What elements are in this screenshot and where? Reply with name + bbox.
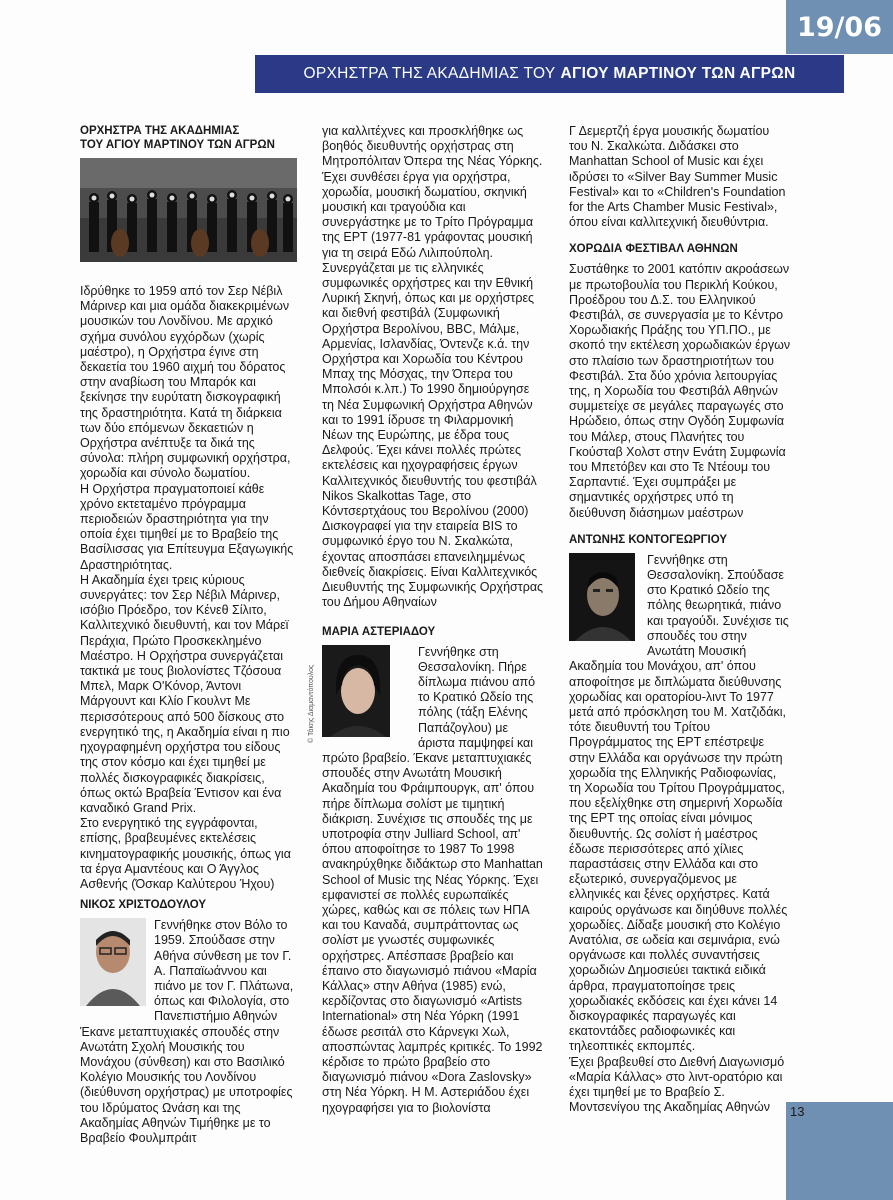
kontogeorgiou-heading: ΑΝΤΩΝΗΣ ΚΟΝΤΟΓΕΩΡΓΙΟΥ [569,533,728,546]
orchestra-photo [80,158,297,262]
christodoulou-heading: ΝΙΚΟΣ ΧΡΙΣΤΟΔΟΥΛΟΥ [80,899,207,912]
christodoulou-portrait [80,918,146,1006]
orchestra-heading-line1: ΟΡΧΗΣΤΡΑ ΤΗΣ ΑΚΑΔΗΜΙΑΣ [80,125,240,137]
kontogeorgiou-photo [569,553,635,641]
orchestra-photo-image [80,158,297,262]
asteriadou-heading: ΜΑΡΙΑ ΑΣΤΕΡΙΑΔΟΥ [322,625,436,638]
kontogeorgiou-portrait [569,553,635,641]
orchestra-heading-line2: ΤΟΥ ΑΓΙΟΥ ΜΑΡΤΙΝΟΥ ΤΩΝ ΑΓΡΩΝ [80,139,275,151]
festival-choir-text: Συστάθηκε το 2001 κατόπιν ακροάσεων με πρωτοβουλία του Περικλή Κούκου, Προέδρου του Δ.Σ. του Ελληνικού Φεστιβάλ, σε συνεργασία με το Κέντρο Χορωδιακής Πράξης του ΥΠ.ΠΟ., με σκοπό την εκτέλεση χορωδιακών έργων στο πλαίσιο των δραστηριοτήτων του Φεστιβάλ. Στα δύο χρόνια λειτουργίας της, η Χορωδία του Φεστιβάλ Αθηνών συμμετείχε σε μεγάλες παραγωγές στο Ηρώδειο, όπως στην Ογδόη Συμφωνία του Μάλερ, στους Πλανήτες του Γκούσταβ Χολστ στην Ενάτη Συμφωνία του Μπετόβεν και στο Τε Ντέουμ του Σαρπαντιέ. Έχει συμπράξει με σημαντικές ορχήστρες υπό τη διεύθυνση διάσημων μαέστρων [569,262,791,520]
christodoulou-bio-continued: για καλλιτέχνες και προσκλήθηκε ως βοηθός διευθυντής ορχήστρας στη Μητροπόλιταν Όπερα της Νέας Υόρκης. Έχει συνθέσει έργα για ορχήστρα, χορωδία, μουσική δωματίου, σκηνική μουσική και τραγούδια και συνεργάστηκε με το Τρίτο Πρόγραμμα της ΕΡΤ (1977-81 γράφοντας μουσική για τη σειρά Εδώ Λιλιπούπολη. Συνεργάζεται με τις ελληνικές συμφωνικές ορχήστρες και την Εθνική Λυρική Σκηνή, όπως και με ορχήστρες και διεθνή φεστιβάλ (Συμφωνική Ορχήστρα Βερολίνου, BBC, Μάλμε, Αρμενίας, Ισλανδίας, Όντενζε κ.ά. την Ορχήστρα και Χορωδία του Κέντρου Μπαχ της Μόσχας, την Όπερα του Μπολσόι κ.λπ.) Το 1990 δημιούργησε τη Νέα Συμφωνική Ορχήστρα Αθηνών και το 1991 ίδρυσε τη Φιλαρμονική Νέων της Ευρώπης, με έδρα τους Δελφούς. Έχει κάνει πολλές πρώτες εκτελέσεις και ηχογραφήσεις έργων Καλλιτεχνικός διευθυντής του φεστιβάλ Nikos Skalkottas Tage, στο Κόντσερτχάους του Βερολίνου (2000) Δισκογραφεί για την εταιρεία BIS το συμφωνικό έργο του Ν. Σκαλκώτα, έχοντας αποσπάσει επανειλημμένως διεθνείς διακρίσεις. Είναι Καλλιτεχνικός Διευθυντής της Συμφωνικής Ορχήστρας του Δήμου Αθηναίων [322,124,544,610]
title-normal: ΟΡΧΗΣΤΡΑ ΤΗΣ ΑΚΑΔΗΜΙΑΣ ΤΟΥ [303,65,556,82]
christodoulou-bio: Γεννήθηκε στον Βόλο το 1959. Σπούδασε στην Αθήνα σύνθεση με τον Γ. Α. Παπαϊωάννου και πιάνο με τον Γ. Πλάτωνα, όπως και Φιλολογία, στο Πανεπιστήμιο Αθηνών Έκανε μεταπτυχιακές σπουδές στην Ανωτάτη Σχολή Μουσικής του Μονάχου (σύνθεση) και στο Βασιλικό Κολέγιο Μουσικής του Λονδίνου (διεύθυνση ορχήστρας) με υποτροφίες του Ιδρύματος Ωνάση και της Ακαδημίας Αθηνών Τιμήθηκε με το Βραβείο Φουλμπράιτ [80,918,294,1145]
photo-credit-text: © Τάκης Διαμαντόπουλος [308,664,315,743]
asteriadou-bio-continued: Γ Δεμερτζή έργα μουσικής δωματίου του Ν. Σκαλκώτα. Διδάσκει στο Manhattan School of Music και έχει ιδρύσει το «Silver Bay Summer Music Festival» και το «Children's Foundation for the Arts Chamber Music Festival», όπου είναι καλλιτεχνική διευθύντρια. [569,124,786,230]
orchestra-heading [80,124,298,152]
orchestra-bio: Ιδρύθηκε το 1959 από τον Σερ Νέβιλ Μάρινερ και μια ομάδα διακεκριμένων μουσικών του Λονδίνου. Με αρχικό σχήμα συνόλου εγχόρδων (χωρίς μαέστρο), η Ορχήστρα έγινε στη δεκαετία του 1960 αιχμή του δόρατος στην αναβίωση του Μπαρόκ και ξεκίνησε την ευρύτατη δισκογραφική της δραστηριότητα. Κατά τη διάρκεια των δύο επόμενων δεκαετιών η Ορχήστρα ανέπτυξε τα δικά της σύνολα: πλήρη συμφωνική ορχήστρα, χορωδία και σύνολο δωματίου. Η Ορχήστρα πραγματοποιεί κάθε χρόνο εκτεταμένο πρόγραμμα περιοδειών δραστηριότητα για την οποία έχει τιμηθεί με το Βραβείο της Βασίλισσας για Επίτευγμα Εξαγωγικής Δραστηριότητας. Η Ακαδημία έχει τρεις κύριους συνεργάτες: τον Σερ Νέβιλ Μάρινερ, ισόβιο Πρόεδρο, τον Κένεθ Σίλιτο, Καλλιτεχνικό διευθυντή, και τον Μάρεϊ Περάχια, Πρώτο Προσκεκλημένο Μαέστρο. Η Ορχήστρα συνεργάζεται τακτικά με τους βιολονίστες Τζόσουα Μπελ, Μαρκ Ο'Κόνορ, Άντονι Μάργουντ και Κλίο Γκουλντ Με περισσότερους από 500 δίσκους στο ενεργητικό της, η Ακαδημία είναι η πιο ηχογραφημένη ορχήστρα του είδους της στον κόσμο και έχει τιμηθεί με πολλές δισκογραφικές διακρίσεις, όπως οκτώ Βραβεία Έντισον και ένα καναδικό Grand Prix. Στο ενεργητικό της εγγράφονται, επίσης, βραβευμένες εκτελέσεις κινηματογραφικής μουσικής, όπως για τα έργα Αμαντέους και Ο Άγγλος Ασθενής (Όσκαρ Καλύτερου Ήχου) [80,284,294,891]
photo-credit [308,653,320,743]
christodoulou-photo [80,918,146,1006]
column-2 [322,124,544,1116]
kontogeorgiou-bio: Γεννήθηκε στη Θεσσαλονίκη. Σπούδασε στο Κρατικό Ωδείο της πόλης θεωρητικά, πιάνο και τραγούδι. Συνέχισε τις σπουδές του στην Ανωτάτη Μουσική Ακαδημία του Μονάχου, απ' όπου αποφοίτησε με διπλώματα διεύθυνσης χορωδίας και ορατορίου-λιντ Το 1977 μετά από πρόσκληση του Μ. Χατζιδάκι, τότε διευθυντή του Τρίτου Προγράμματος της ΕΡΤ επέστρεψε στην Ελλάδα και οργάνωσε την πρώτη χορωδία της Ελληνικής Ραδιοφωνίας, τη Χορωδία του Τρίτου Προγράμματος, που εξελίχθηκε στη σημερινή Χορωδία της ΕΡΤ της οποίας είναι μόνιμος διευθυντής. Ως σολίστ ή μαέστρος έδωσε περισσότερες από χίλιες παραστάσεις στην Ελλάδα και στο εξωτερικό, συνεργαζόμενος με ελληνικές και ξένες ορχήστρες. Κατά καιρούς οργάνωσε και διηύθυνε πολλές χορωδίες. Δίδαξε μουσική στο Κολέγιο Ανατόλια, σε ωδεία και σεμινάρια, ενώ οργάνωσε και πολλές συναντήσεις χορωδιών Δημοσιεύει τακτικά ειδικά άρθρα, πραγματοποίησε τρεις χορωδιακές εκδόσεις και έχει κάνει 14 δισκογραφικές παραγωγές και εκατοντάδες ραδιοφωνικές και τηλεοπτικές εκπομπές. Έχει βραβευθεί στο Διεθνή Διαγωνισμό «Μαρία Κάλλας» στο λιντ-ορατόριο και έχει τιμηθεί με το Βραβείο Σ. Μοντσενίγου της Ακαδημίας Αθηνών [569,552,789,1115]
page-number: 13 [790,1104,805,1119]
asteriadou-bio: Γεννήθηκε στη Θεσσαλονίκη. Πήρε δίπλωμα πιάνου από το Κρατικό Ωδείο της πόλης (τάξη Ελένης Παπάζογλου) με άριστα παμψηφεί και πρώτο βραβείο. Έκανε μεταπτυχιακές σπουδές στην Ανωτάτη Μουσική Ακαδημία του Φράιμπουργκ, απ' όπου πήρε δίπλωμα σολίστ με τιμητική διάκριση. Συνέχισε τις σπουδές της με υποτροφία στην Julliard School, απ' όπου αποφοίτησε το 1987 Το 1998 ανακηρύχθηκε διδάκτωρ στο Manhattan School of Music της Νέας Υόρκης. Έχει εμφανιστεί σε πολλές ευρωπαϊκές χώρες, καθώς και σε πόλεις των ΗΠΑ και του Καναδά, συμπράττοντας ως σολίστ με γνωστές συμφωνικές ορχήστρες. Απέσπασε βραβείο και έπαινο στο διαγωνισμό πιάνου «Μαρία Κάλλας» στην Αθήνα (1985) ενώ, κερδίζοντας στο διαγωνισμό «Artists International» στη Νέα Υόρκη (1991 έδωσε ρεσιτάλ στο Κάρνεγκι Χωλ, αποσπώντας λαμπρές κριτικές. Το 1992 κέρδισε το πρώτο βραβείο στο διαγωνισμό πιάνου «Dora Zaslovsky» στη Νέα Υόρκη. Η Μ. Αστεριάδου έχει ηχογραφήσει για το βιολονίστα [322,644,543,1115]
column-1 [80,124,298,1146]
title-bold: ΑΓΙΟΥ ΜΑΡΤΙΝΟΥ ΤΩΝ ΑΓΡΩΝ [560,65,796,82]
asteriadou-photo [322,645,390,737]
festival-choir-heading: ΧΟΡΩΔΙΑ ΦΕΣΤΙΒΑΛ ΑΘΗΝΩΝ [569,243,738,256]
asteriadou-portrait [322,645,390,737]
column-3 [569,124,791,1115]
page-title [255,55,844,93]
issue-tab: 19/06 [786,0,893,54]
